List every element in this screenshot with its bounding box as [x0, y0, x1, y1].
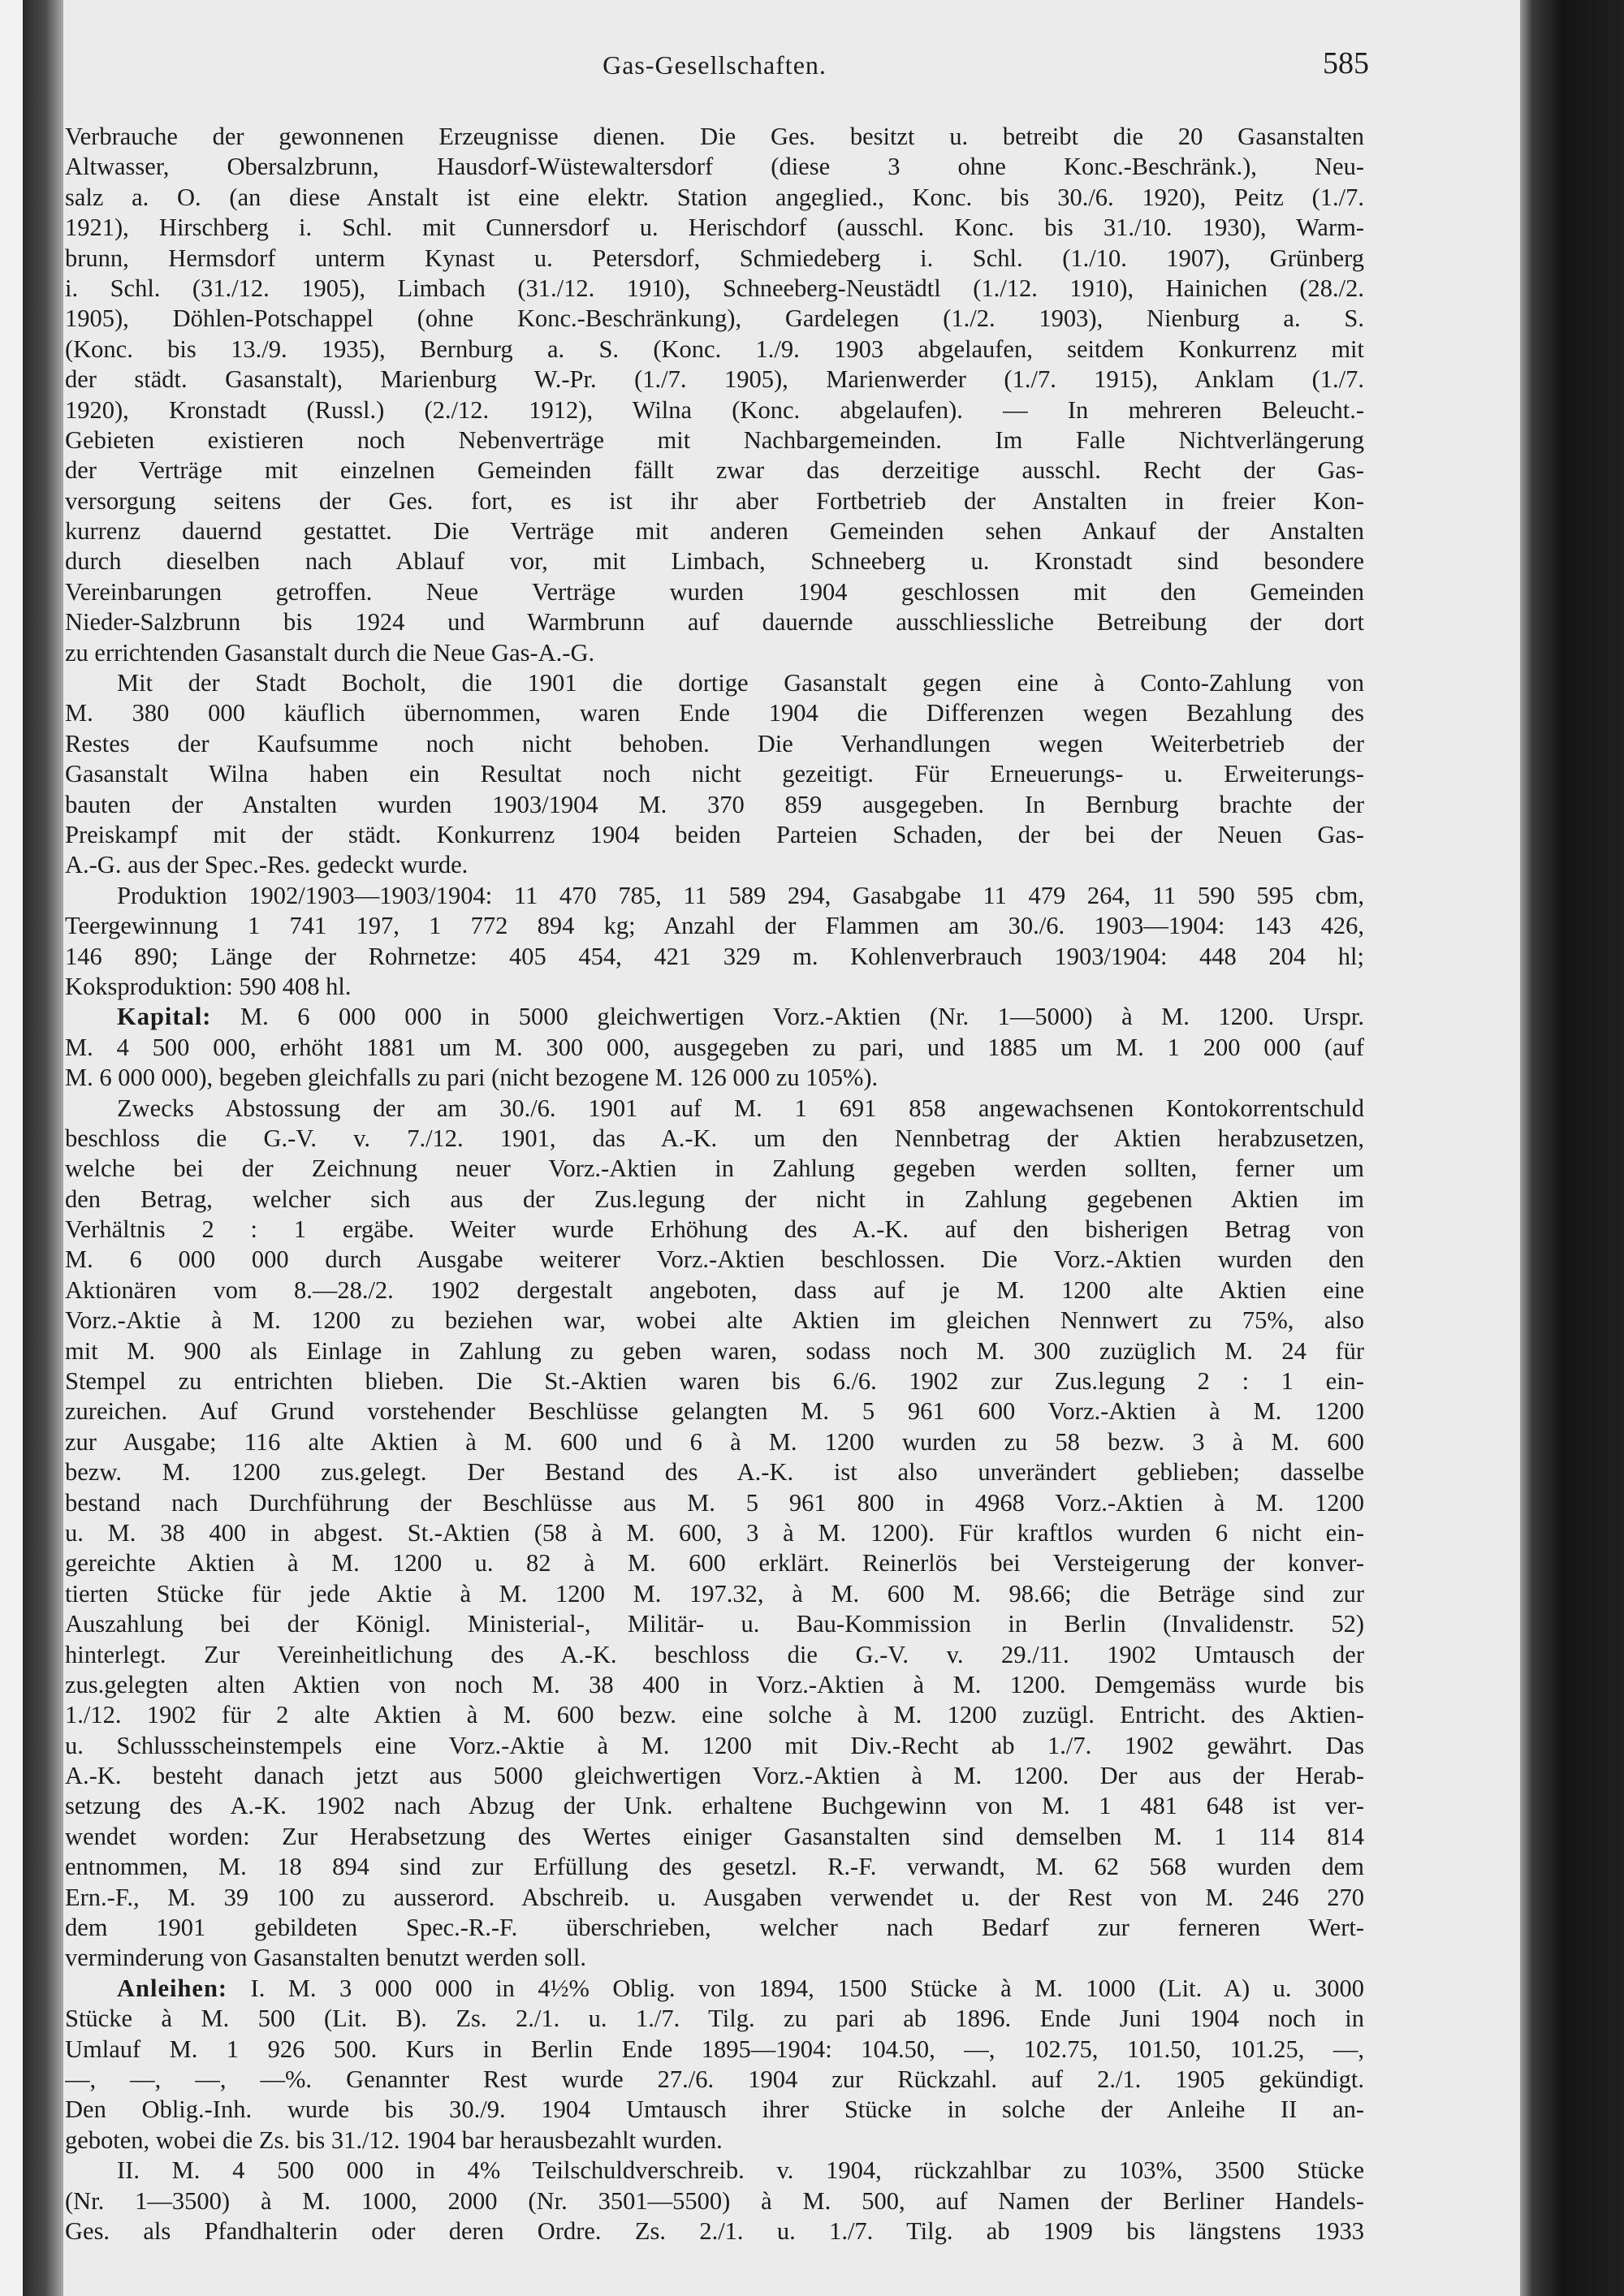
- line-text: Teergewinnung 1 741 197, 1 772 894 kg; Anzahl der Flammen am 30./6. 1903—1904: 143 426,: [65, 912, 1364, 940]
- text-line: [65, 1761, 1364, 1791]
- line-text: Nieder-Salzbrunn bis 1924 und Warmbrunn auf dauernde ausschliessliche Betreibung der dort: [65, 608, 1364, 637]
- line-text: zureichen. Auf Grund vorstehender Beschlüsse gelangten M. 5 961 600 Vorz.-Aktien à M. 1200: [65, 1397, 1364, 1426]
- text-line: [65, 395, 1364, 425]
- line-text: zus.gelegten alten Aktien von noch M. 38 400 in Vorz.-Aktien à M. 1200. Demgemäss wurde bis: [65, 1670, 1364, 1698]
- text-line: [65, 1366, 1364, 1396]
- text-line: [65, 2004, 1364, 2034]
- line-text: geboten, wobei die Zs. bis 31./12. 1904 bar herausbezahlt wurden.: [65, 2126, 723, 2154]
- line-text: hinterlegt. Zur Vereinheitlichung des A.-K. beschloss die G.-V. v. 29./11. 1902 Umtausch der: [65, 1640, 1364, 1668]
- text-line: [65, 1275, 1364, 1306]
- text-line: [65, 1700, 1364, 1730]
- text-line: [65, 820, 1364, 850]
- line-text: Gebieten existieren noch Nebenverträge mit Nachbargemeinden. Im Falle Nichtverlängerung: [65, 425, 1364, 454]
- text-line: [65, 1883, 1364, 1913]
- line-text: Auszahlung bei der Königl. Ministerial-, Militär- u. Bau-Kommission in Berlin (Invalidenstr. 52): [65, 1610, 1364, 1638]
- text-line: [65, 1791, 1364, 1821]
- text-line: [65, 1609, 1364, 1639]
- text-line: [65, 425, 1364, 455]
- line-text: dem 1901 gebildeten Spec.-R.-F. überschrieben, welcher nach Bedarf zur ferneren Wert-: [65, 1914, 1364, 1942]
- line-text: 1905), Döhlen-Potschappel (ohne Konc.-Beschränkung), Gardelegen (1./2. 1903), Nienburg a. S.: [65, 304, 1364, 333]
- text-line: [65, 607, 1364, 637]
- page-number: 585: [1323, 46, 1369, 80]
- line-text: M. 6 000 000 durch Ausgabe weiterer Vorz.-Aktien beschlossen. Die Vorz.-Aktien wurden den: [65, 1245, 1364, 1274]
- line-text: Vorz.-Aktie à M. 1200 zu beziehen war, wobei alte Aktien im gleichen Nennwert zu 75%, also: [65, 1306, 1364, 1335]
- line-text: verminderung von Gasanstalten benutzt werden soll.: [65, 1944, 587, 1972]
- text-line: [65, 2095, 1364, 2125]
- text-line: [65, 881, 1364, 911]
- line-text: I. M. 3 000 000 in 4½% Oblig. von 1894, 1500 Stücke à M. 1000 (Lit. A) u. 3000: [227, 1974, 1364, 2002]
- line-text: A.-G. aus der Spec.-Res. gedeckt wurde.: [65, 851, 469, 879]
- text-line: [65, 1245, 1364, 1275]
- text-line: [65, 790, 1364, 820]
- text-line: [65, 1215, 1364, 1245]
- line-text: bezw. M. 1200 zus.gelegt. Der Bestand des A.-K. ist also unverändert geblieben; dasselbe: [65, 1458, 1364, 1487]
- line-text: Stücke à M. 500 (Lit. B). Zs. 2./1. u. 1./7. Tilg. zu pari ab 1896. Ende Juni 1904 noch in: [65, 2005, 1364, 2033]
- text-line: [65, 2186, 1364, 2216]
- line-text: den Betrag, welcher sich aus der Zus.legung der nicht in Zahlung gegebenen Aktien im: [65, 1185, 1364, 1213]
- text-line: [65, 1731, 1364, 1761]
- line-text: Aktionären vom 8.—28./2. 1902 dergestalt angeboten, dass auf je M. 1200 alte Aktien eine: [65, 1275, 1364, 1304]
- text-line: [65, 1094, 1364, 1124]
- text-line: [65, 759, 1364, 789]
- text-line: [65, 1396, 1364, 1426]
- line-text: Zwecks Abstossung der am 30./6. 1901 auf M. 1 691 858 angewachsenen Kontokorrentschuld: [117, 1094, 1364, 1122]
- line-text: 1920), Kronstadt (Russl.) (2./12. 1912), Wilna (Konc. abgelaufen). — In mehreren Beleucht.-: [65, 395, 1364, 424]
- line-text: —, —, —, —%. Genannter Rest wurde 27./6. 1904 zur Rückzahl. auf 2./1. 1905 gekündigt.: [65, 2065, 1364, 2093]
- line-text: Koksproduktion: 590 408 hl.: [65, 972, 352, 1000]
- text-line: [65, 972, 1364, 1002]
- text-line: [65, 1518, 1364, 1548]
- text-line: [65, 152, 1364, 182]
- text-line: [65, 729, 1364, 759]
- text-line: [65, 244, 1364, 274]
- text-line: [65, 1943, 1364, 1973]
- line-text: beschloss die G.-V. v. 7./12. 1901, das A.-K. um den Nennbetrag der Aktien herabzusetzen,: [65, 1124, 1364, 1152]
- text-line: [65, 698, 1364, 728]
- text-line: [65, 1124, 1364, 1154]
- line-text: M. 6 000 000 in 5000 gleichwertigen Vorz.-Aktien (Nr. 1—5000) à M. 1200. Urspr.: [211, 1003, 1364, 1031]
- line-text: 146 890; Länge der Rohrnetze: 405 454, 421 329 m. Kohlenverbrauch 1903/1904: 448 204 hl;: [65, 942, 1364, 970]
- line-text: Umlauf M. 1 926 500. Kurs in Berlin Ende 1895—1904: 104.50, —, 102.75, 101.50, 101.25, —,: [65, 2035, 1364, 2063]
- text-line: [65, 1670, 1364, 1700]
- line-text: mit M. 900 als Einlage in Zahlung zu geben waren, sodass noch M. 300 zuzüglich M. 24 für: [65, 1336, 1364, 1365]
- line-text: Verhältnis 2 : 1 ergäbe. Weiter wurde Erhöhung des A.-K. auf den bisherigen Betrag von: [65, 1215, 1364, 1244]
- line-text: wendet worden: Zur Herabsetzung des Wertes einiger Gasanstalten sind demselben M. 1 114 814: [65, 1822, 1364, 1850]
- text-line: [65, 2216, 1364, 2246]
- text-line: [65, 334, 1364, 365]
- line-text: Vereinbarungen getroffen. Neue Verträge wurden 1904 geschlossen mit den Gemeinden: [65, 577, 1364, 606]
- text-line: [65, 1154, 1364, 1184]
- line-text: brunn, Hermsdorf unterm Kynast u. Petersdorf, Schmiedeberg i. Schl. (1./10. 1907), Grünberg: [65, 244, 1364, 272]
- text-line: [65, 911, 1364, 941]
- line-text: M. 4 500 000, erhöht 1881 um M. 300 000, ausgegeben zu pari, und 1885 um M. 1 200 000 (auf: [65, 1033, 1364, 1061]
- text-line: [65, 1974, 1364, 2004]
- line-text: Preiskampf mit der städt. Konkurrenz 1904 beiden Parteien Schaden, der bei der Neuen Gas-: [65, 820, 1364, 848]
- line-text: zur Ausgabe; 116 alte Aktien à M. 600 und 6 à M. 1200 wurden zu 58 bezw. 3 à M. 600: [65, 1427, 1364, 1456]
- line-text: Verbrauche der gewonnenen Erzeugnisse dienen. Die Ges. besitzt u. betreibt die 20 Gasanstalten: [65, 123, 1364, 150]
- line-text: A.-K. besteht danach jetzt aus 5000 gleichwertigen Vorz.-Aktien à M. 1200. Der aus der Herab-: [65, 1762, 1364, 1790]
- text-line: [65, 2126, 1364, 2156]
- text-line: [65, 1640, 1364, 1670]
- text-line: [65, 1852, 1364, 1882]
- line-text: der städt. Gasanstalt), Marienburg W.-Pr. (1./7. 1905), Marienwerder (1./7. 1915), Anklam (1./7.: [65, 365, 1364, 394]
- line-text: durch dieselben nach Ablauf vor, mit Limbach, Schneeberg u. Kronstadt sind besondere: [65, 547, 1364, 576]
- text-line: [65, 365, 1364, 395]
- line-text: M. 380 000 käuflich übernommen, waren Ende 1904 die Differenzen wegen Bezahlung des: [65, 699, 1364, 727]
- line-text: salz a. O. (an diese Anstalt ist eine elektr. Station angeglied., Konc. bis 30./6. 1920), Peitz (1./7.: [65, 183, 1364, 211]
- line-text: Altwasser, Obersalzbrunn, Hausdorf-Wüstewaltersdorf (diese 3 ohne Konc.-Beschränk.), Neu-: [65, 153, 1364, 181]
- text-line: [65, 2035, 1364, 2065]
- line-text: II. M. 4 500 000 in 4% Teilschuldverschreib. v. 1904, rückzahlbar zu 103%, 3500 Stücke: [117, 2156, 1364, 2185]
- section-label: Anleihen:: [117, 1974, 228, 2002]
- text-line: [65, 304, 1364, 334]
- text-line: [65, 850, 1364, 880]
- page-header: [65, 45, 1369, 86]
- line-text: 1./12. 1902 für 2 alte Aktien à M. 600 bezw. eine solche à M. 1200 zuzügl. Entricht. des Aktien-: [65, 1701, 1364, 1729]
- line-text: entnommen, M. 18 894 sind zur Erfüllung des gesetzl. R.-F. verwandt, M. 62 568 wurden dem: [65, 1853, 1364, 1881]
- text-line: [65, 2065, 1364, 2095]
- line-text: Produktion 1902/1903—1903/1904: 11 470 785, 11 589 294, Gasabgabe 11 479 264, 11 590 595 cbm,: [117, 881, 1364, 909]
- text-line: [65, 486, 1364, 516]
- line-text: bauten der Anstalten wurden 1903/1904 M. 370 859 ausgegeben. In Bernburg brachte der: [65, 790, 1364, 818]
- line-text: (Nr. 1—3500) à M. 1000, 2000 (Nr. 3501—5500) à M. 500, auf Namen der Berliner Handels-: [65, 2186, 1364, 2215]
- text-line: [65, 1488, 1364, 1518]
- text-line: [65, 1913, 1364, 1943]
- line-text: welche bei der Zeichnung neuer Vorz.-Aktien in Zahlung gegeben werden sollten, ferner um: [65, 1154, 1364, 1183]
- binding-shadow-left: [23, 0, 63, 2296]
- body-text: [65, 122, 1364, 2246]
- line-text: M. 6 000 000), begeben gleichfalls zu pari (nicht bezogene M. 126 000 zu 105%).: [65, 1064, 879, 1092]
- line-text: Mit der Stadt Bocholt, die 1901 die dortige Gasanstalt gegen eine à Conto-Zahlung von: [117, 669, 1364, 697]
- text-line: [65, 1306, 1364, 1336]
- line-text: Ern.-F., M. 39 100 zu ausserord. Abschreib. u. Ausgaben verwendet u. der Rest von M. 246 270: [65, 1883, 1364, 1911]
- line-text: Restes der Kaufsumme noch nicht behoben. Die Verhandlungen wegen Weiterbetrieb der: [65, 729, 1364, 757]
- text-line: [65, 1427, 1364, 1457]
- text-line: [65, 516, 1364, 546]
- line-text: bestand nach Durchführung der Beschlüsse aus M. 5 961 800 in 4968 Vorz.-Aktien à M. 1200: [65, 1488, 1364, 1517]
- text-line: [65, 942, 1364, 972]
- text-line: [65, 183, 1364, 213]
- page-edge-left: [0, 0, 23, 2296]
- line-text: tierten Stücke für jede Aktie à M. 1200 M. 197.32, à M. 600 M. 98.66; die Beträge sind zur: [65, 1579, 1364, 1608]
- text-line: [65, 1579, 1364, 1609]
- text-line: [65, 577, 1364, 607]
- text-line: [65, 1336, 1364, 1366]
- line-text: gereichte Aktien à M. 1200 u. 82 à M. 600 erklärt. Reinerlös bei Versteigerung der konver-: [65, 1549, 1364, 1577]
- text-line: [65, 213, 1364, 243]
- line-text: (Konc. bis 13./9. 1935), Bernburg a. S. (Konc. 1./9. 1903 abgelaufen, seitdem Konkurrenz mit: [65, 334, 1364, 363]
- text-line: [65, 274, 1364, 304]
- line-text: versorgung seitens der Ges. fort, es ist ihr aber Fortbetrieb der Anstalten in freier Kon-: [65, 486, 1364, 515]
- text-line: [65, 1002, 1364, 1032]
- section-label: Kapital:: [117, 1003, 212, 1031]
- text-line: [65, 1457, 1364, 1487]
- line-text: setzung des A.-K. 1902 nach Abzug der Unk. erhaltene Buchgewinn von M. 1 481 648 ist ver-: [65, 1792, 1364, 1820]
- line-text: i. Schl. (31./12. 1905), Limbach (31./12. 1910), Schneeberg-Neustädtl (1./12. 1910), Hainichen (28./2.: [65, 274, 1364, 302]
- line-text: der Verträge mit einzelnen Gemeinden fällt zwar das derzeitige ausschl. Recht der Gas-: [65, 456, 1364, 485]
- text-line: [65, 1063, 1364, 1093]
- line-text: Gasanstalt Wilna haben ein Resultat noch nicht gezeitigt. Für Erneuerungs- u. Erweiterungs-: [65, 760, 1364, 788]
- text-line: [65, 1033, 1364, 1063]
- line-text: Den Oblig.-Inh. wurde bis 30./9. 1904 Umtausch ihrer Stücke in solche der Anleihe II an-: [65, 2095, 1364, 2124]
- line-text: u. M. 38 400 in abgest. St.-Aktien (58 à M. 600, 3 à M. 1200). Für kraftlos wurden 6 nicht ein-: [65, 1518, 1364, 1547]
- text-line: [65, 2156, 1364, 2186]
- text-line: [65, 1548, 1364, 1578]
- text-line: [65, 455, 1364, 486]
- binding-shadow-right: [1520, 0, 1624, 2296]
- line-text: kurrenz dauernd gestattet. Die Verträge mit anderen Gemeinden sehen Ankauf der Anstalten: [65, 517, 1364, 546]
- line-text: zu errichtenden Gasanstalt durch die Neue Gas-A.-G.: [65, 638, 595, 667]
- text-line: [65, 546, 1364, 576]
- line-text: 1921), Hirschberg i. Schl. mit Cunnersdorf u. Herischdorf (ausschl. Konc. bis 31./10. 1930), Warm-: [65, 214, 1364, 242]
- line-text: Ges. als Pfandhalterin oder deren Ordre. Zs. 2./1. u. 1./7. Tilg. ab 1909 bis längstens 1933: [65, 2216, 1364, 2245]
- text-line: [65, 668, 1364, 698]
- line-text: u. Schlussscheinstempels eine Vorz.-Aktie à M. 1200 mit Div.-Recht ab 1./7. 1902 gewährt. Das: [65, 1731, 1364, 1759]
- running-head: Gas-Gesellschaften.: [603, 50, 827, 80]
- text-line: [65, 122, 1364, 152]
- line-text: Stempel zu entrichten blieben. Die St.-Aktien waren bis 6./6. 1902 zur Zus.legung 2 : 1 ein-: [65, 1367, 1364, 1396]
- text-line: [65, 638, 1364, 668]
- text-line: [65, 1185, 1364, 1215]
- text-line: [65, 1822, 1364, 1852]
